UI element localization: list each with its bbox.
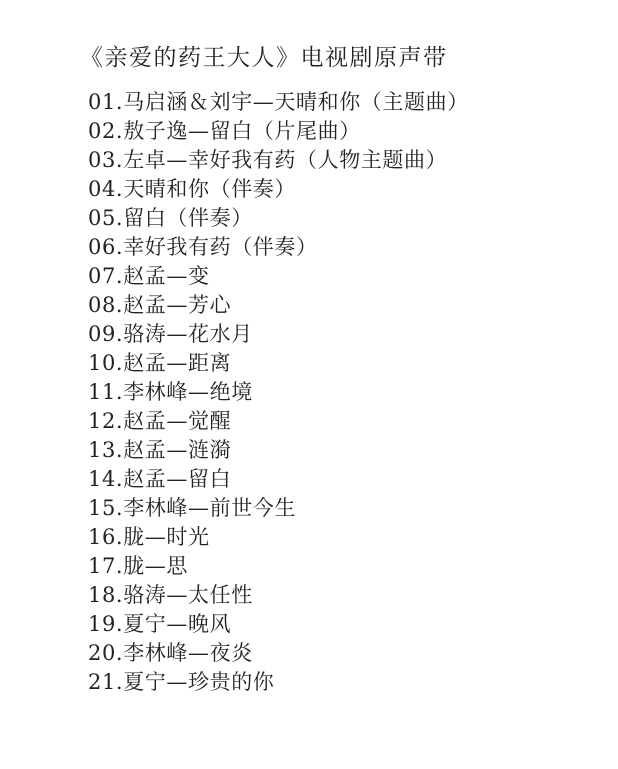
track-item: 19.夏宁—晚风 [88,612,232,636]
track-item: 07.赵孟—变 [88,264,210,288]
document-title: 《亲爱的药王大人》电视剧原声带 [80,45,448,71]
track-item: 12.赵孟—觉醒 [88,409,232,433]
track-item: 15.李林峰—前世今生 [88,496,296,520]
track-item: 02.敖子逸—留白（片尾曲） [88,119,361,143]
track-item: 05.留白（伴奏） [88,206,253,230]
track-item: 06.幸好我有药（伴奏） [88,235,318,259]
track-item: 13.赵孟—涟漪 [88,438,232,462]
track-item: 11.李林峰—绝境 [88,380,253,404]
track-item: 14.赵孟—留白 [88,467,232,491]
track-item: 01.马启涵＆刘宇—天晴和你（主题曲） [88,90,469,114]
track-item: 18.骆涛—太任性 [88,583,253,607]
track-item: 21.夏宁—珍贵的你 [88,670,275,694]
track-item: 16.胧—时光 [88,525,210,549]
track-item: 09.骆涛—花水月 [88,322,253,346]
track-item: 17.胧—思 [88,554,188,578]
track-item: 04.天晴和你（伴奏） [88,177,296,201]
track-item: 08.赵孟—芳心 [88,293,232,317]
track-item: 20.李林峰—夜炎 [88,641,253,665]
track-item: 03.左卓—幸好我有药（人物主题曲） [88,148,448,172]
track-item: 10.赵孟—距离 [88,351,232,375]
track-list [88,88,469,697]
